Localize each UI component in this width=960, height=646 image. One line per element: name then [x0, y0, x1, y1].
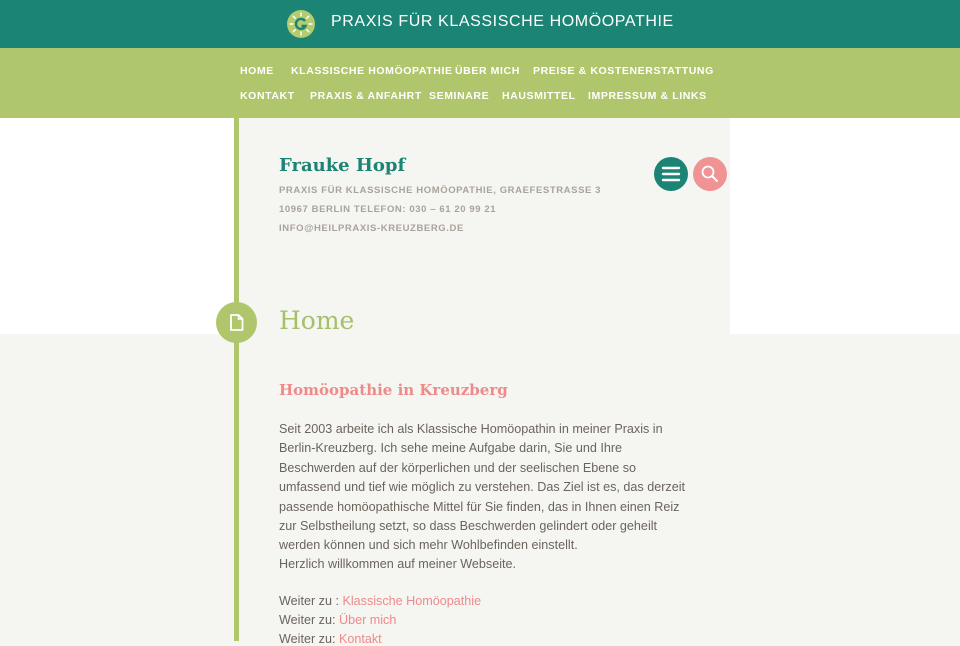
intro-paragraph: Seit 2003 arbeite ich als Klassische Homöopathin in meiner Praxis in Berlin-Kreuzberg. Ich sehe meine Aufgabe darin, Sie und Ihre Beschwerden auf der körperlichen und der seelischen Ebene so umfassend und tief wie möglich zu verstehen. Das Ziel ist es, das derzeit passende homöopathische Mittel für Sie finden, das in Ihnen einen Reiz zur Selbstheilung setzt, so dass Beschwerden gelindert oder geheilt werden können und sich mehr Wohlbefinden einstellt.: [279, 422, 685, 553]
nav-hausmittel[interactable]: HAUSMITTEL: [502, 90, 576, 102]
link-ueber-mich[interactable]: Über mich: [338, 613, 397, 627]
next-link-row: [279, 632, 382, 646]
document-icon: [216, 302, 257, 343]
section-heading: Homöopathie in Kreuzberg: [279, 381, 508, 399]
link-kontakt[interactable]: Kontakt: [338, 632, 382, 646]
search-icon: [693, 157, 727, 191]
phone-line: 10967 BERLIN TELEFON: 030 – 61 20 99 21: [279, 204, 497, 215]
hamburger-menu-icon: [654, 157, 688, 191]
site-title[interactable]: PRAXIS FÜR KLASSISCHE HOMÖOPATHIE: [331, 13, 674, 30]
nav-kontakt[interactable]: KONTAKT: [240, 90, 295, 102]
nav-home[interactable]: HOME: [240, 65, 274, 77]
sun-spiral-logo-icon[interactable]: [287, 10, 315, 38]
left-panel: [0, 118, 236, 334]
nav-ueber-mich[interactable]: ÜBER MICH: [455, 65, 520, 77]
address-line: PRAXIS FÜR KLASSISCHE HOMÖOPATHIE, GRAEFESTRASSE 3: [279, 185, 602, 196]
link-klassische-homoeopathie[interactable]: Klassische Homöopathie: [342, 594, 482, 608]
welcome-text: Herzlich willkommen auf meiner Webseite.: [279, 557, 517, 571]
search-button[interactable]: [693, 157, 727, 191]
next-link-prefix: Weiter zu:: [279, 613, 339, 627]
right-panel: [730, 118, 960, 334]
nav-preise-kostenerstattung[interactable]: PREISE & KOSTENERSTATTUNG: [533, 65, 714, 77]
next-link-row: [279, 613, 396, 627]
site-owner-name: Frauke Hopf: [279, 155, 406, 176]
timeline-line: [234, 118, 239, 641]
next-link-prefix: Weiter zu:: [279, 632, 339, 646]
top-bar: [0, 0, 960, 48]
menu-button[interactable]: [654, 157, 688, 191]
nav-seminare[interactable]: SEMINARE: [429, 90, 490, 102]
page-title: Home: [279, 306, 355, 335]
next-link-prefix: Weiter zu :: [279, 594, 343, 608]
nav-klassische-homoeopathie[interactable]: KLASSISCHE HOMÖOPATHIE: [291, 65, 453, 77]
email-line[interactable]: INFO@HEILPRAXIS-KREUZBERG.DE: [279, 223, 464, 234]
nav-praxis-anfahrt[interactable]: PRAXIS & ANFAHRT: [310, 90, 422, 102]
main-navigation: [0, 48, 960, 118]
next-link-row: [279, 594, 481, 608]
nav-impressum-links[interactable]: IMPRESSUM & LINKS: [588, 90, 707, 102]
